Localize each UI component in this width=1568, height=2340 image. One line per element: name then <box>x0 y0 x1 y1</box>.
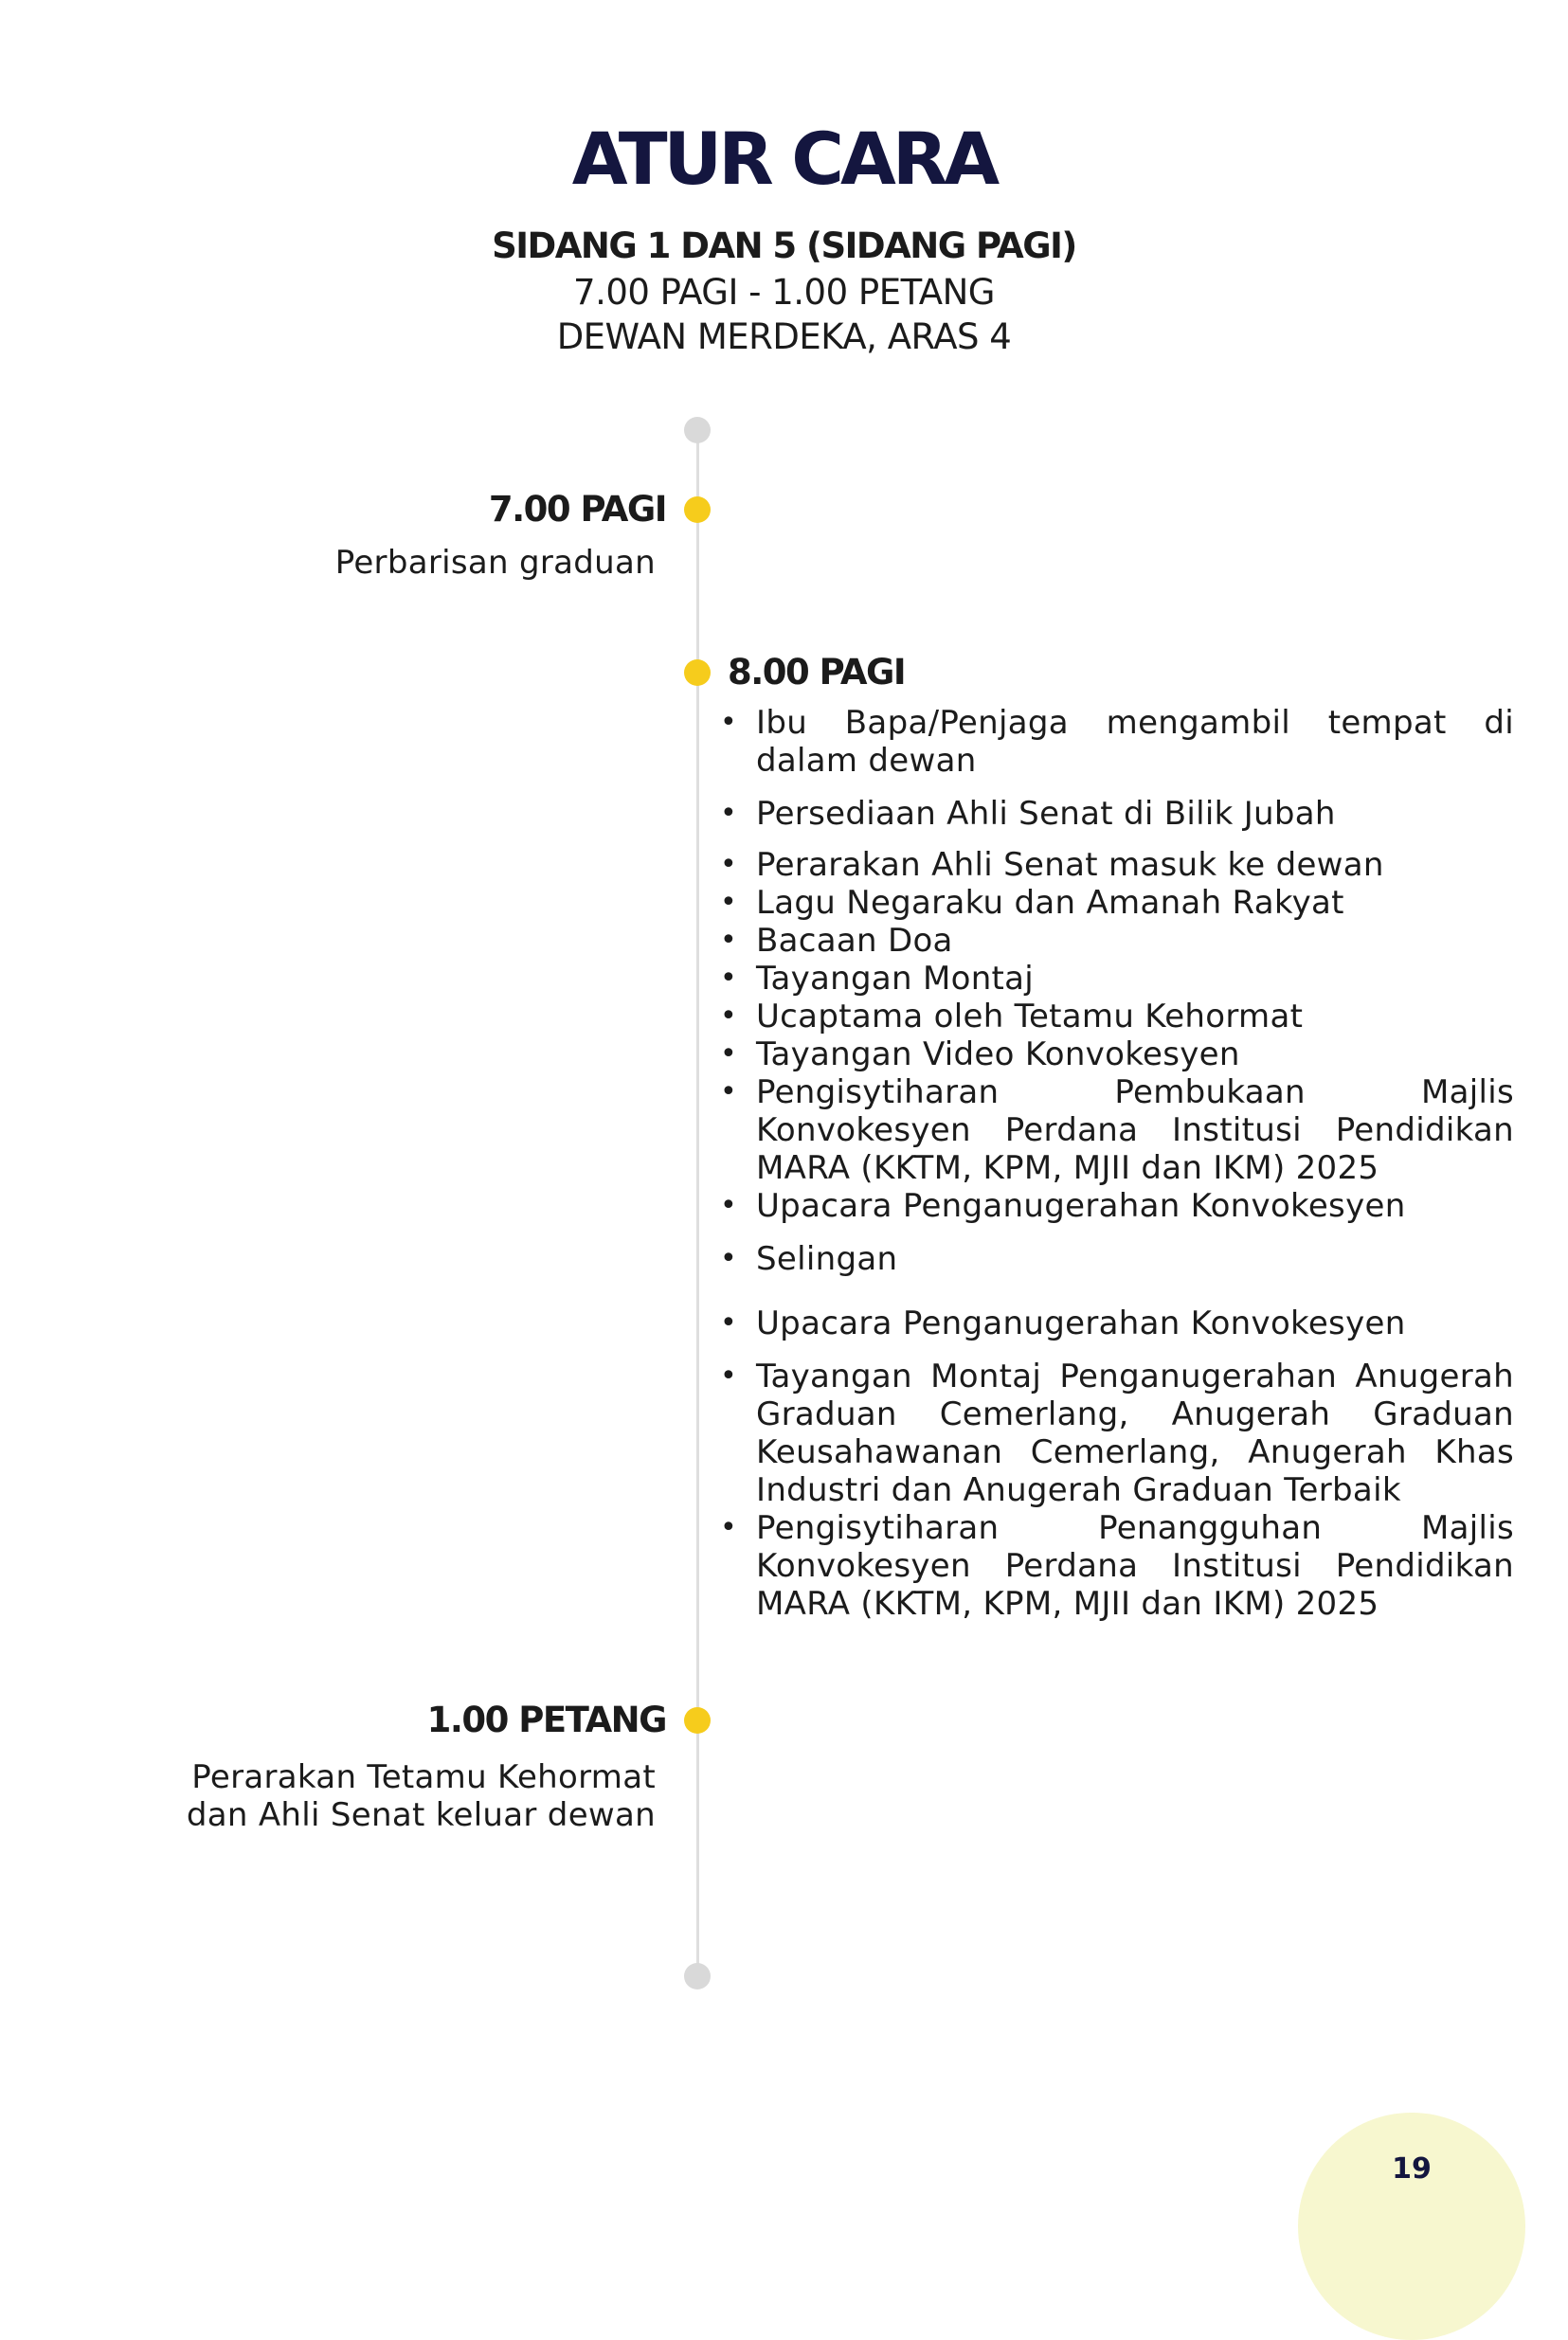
list-item: • Perarakan Ahli Senat masuk ke dewan <box>720 846 1514 884</box>
list-item: • Ucaptama oleh Tetamu Kehormat <box>720 998 1514 1035</box>
page-number-badge <box>1298 2113 1525 2340</box>
timeline-time-2: 8.00 PAGI <box>728 652 906 693</box>
timeline-description-1: Perbarisan graduan <box>334 544 656 582</box>
timeline-start-dot <box>684 417 711 443</box>
list-item: • Selingan <box>720 1240 1514 1278</box>
page-number: 19 <box>1392 2152 1432 2186</box>
list-item: • Upacara Penganugerahan Konvokesyen <box>720 1305 1514 1342</box>
timeline-time-1: 7.00 PAGI <box>488 489 666 530</box>
list-item: • Pengisytiharan Penangguhan Majlis Konvokesyen Perdana Institusi Pendidikan MARA (KKTM, KPM, MJII dan IKM) 2025 <box>720 1509 1514 1623</box>
page-title: ATUR CARA <box>571 117 997 201</box>
list-item: • Tayangan Video Konvokesyen <box>720 1035 1514 1073</box>
list-item: • Upacara Penganugerahan Konvokesyen <box>720 1187 1514 1225</box>
session-name: SIDANG 1 DAN 5 (SIDANG PAGI) <box>492 225 1076 266</box>
description-line: Perarakan Tetamu Kehormat <box>191 1758 656 1796</box>
list-item: • Tayangan Montaj Penganugerahan Anugerah Graduan Cemerlang, Anugerah Graduan Keusahawanan Cemerlang, Anugerah Khas Industri dan Anugerah Graduan Terbaik <box>720 1358 1514 1509</box>
description-line: dan Ahli Senat keluar dewan <box>186 1796 656 1834</box>
timeline-end-dot <box>684 1963 711 1989</box>
timeline-dot-1 <box>684 496 711 523</box>
agenda-list <box>720 704 1514 1623</box>
session-venue: DEWAN MERDEKA, ARAS 4 <box>556 316 1012 357</box>
list-item: • Bacaan Doa <box>720 922 1514 960</box>
timeline-time-3: 1.00 PETANG <box>426 1700 666 1740</box>
timeline-dot-3 <box>684 1707 711 1734</box>
list-item: • Persediaan Ahli Senat di Bilik Jubah <box>720 795 1514 833</box>
list-item: • Ibu Bapa/Penjaga mengambil tempat di dalam dewan <box>720 704 1514 780</box>
list-item: • Pengisytiharan Pembukaan Majlis Konvokesyen Perdana Institusi Pendidikan MARA (KKTM, KPM, MJII dan IKM) 2025 <box>720 1073 1514 1187</box>
list-item: • Lagu Negaraku dan Amanah Rakyat <box>720 884 1514 922</box>
timeline-dot-2 <box>684 659 711 686</box>
timeline-description-3 <box>125 1758 656 1834</box>
list-item: • Tayangan Montaj <box>720 960 1514 998</box>
session-time-range: 7.00 PAGI - 1.00 PETANG <box>573 272 995 313</box>
